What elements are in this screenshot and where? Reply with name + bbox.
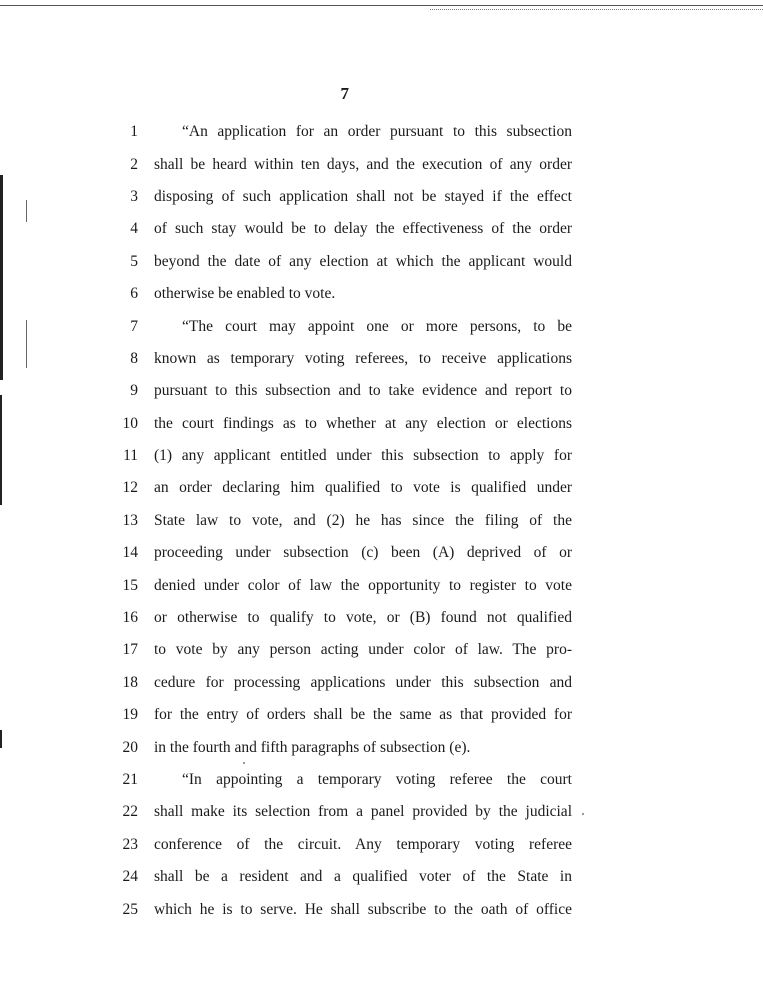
line-number: 8 (130, 349, 138, 367)
line-number: 18 (122, 673, 138, 691)
text-line (0, 213, 763, 245)
line-text: “The court may appoint one or more persons, to be (182, 317, 572, 335)
line-text: an order declaring him qualified to vote is qualified under (154, 479, 572, 497)
line-text: otherwise be enabled to vote. (154, 285, 336, 303)
text-line (0, 861, 763, 893)
line-text: shall be heard within ten days, and the execution of any order (154, 155, 572, 173)
line-number: 21 (122, 771, 138, 788)
line-number: 4 (130, 220, 138, 238)
text-line (0, 731, 763, 763)
line-number: 6 (130, 285, 138, 303)
line-number: 15 (122, 576, 138, 594)
text-line (0, 829, 763, 861)
text-line (0, 505, 763, 537)
line-number: 9 (130, 382, 138, 400)
text-line (0, 408, 763, 440)
line-text: known as temporary voting referees, to receive applications (154, 349, 572, 367)
text-line (0, 893, 763, 925)
text-line (0, 116, 763, 148)
text-line (0, 246, 763, 278)
line-text: “In appointing a temporary voting referee the court (182, 771, 572, 788)
line-text: the court findings as to whether at any election or elections (154, 414, 572, 432)
text-line (0, 764, 763, 796)
line-text: shall be a resident and a qualified voter of the State in (154, 868, 572, 886)
line-number: 5 (130, 252, 138, 270)
line-number: 14 (122, 544, 138, 562)
line-text: cedure for processing applications under this subsection and (154, 673, 572, 691)
line-number: 25 (122, 900, 138, 918)
text-line (0, 796, 763, 828)
text-line (0, 148, 763, 180)
text-line (0, 343, 763, 375)
line-number: 10 (122, 414, 138, 432)
bill-text-body (0, 116, 763, 926)
line-text: of such stay would be to delay the effectiveness of the order (154, 220, 572, 238)
line-text: denied under color of law the opportunity to register to vote (154, 576, 572, 594)
line-number: 17 (122, 641, 138, 659)
text-line (0, 440, 763, 472)
line-text: disposing of such application shall not be stayed if the effect (154, 187, 572, 205)
line-text: shall make its selection from a panel provided by the judicial (154, 803, 572, 821)
line-number: 1 (130, 123, 138, 141)
line-text: conference of the circuit. Any temporary voting referee (154, 835, 572, 853)
text-line (0, 537, 763, 569)
line-number: 16 (122, 609, 138, 627)
text-line (0, 375, 763, 407)
line-text: proceeding under subsection (c) been (A) deprived of or (154, 544, 572, 562)
text-line (0, 181, 763, 213)
line-text: for the entry of orders shall be the same as that provided for (154, 706, 572, 724)
line-text: to vote by any person acting under color of law. The pro- (154, 641, 572, 659)
top-dotted-rule (430, 9, 763, 10)
top-rule (0, 5, 763, 6)
line-number: 23 (122, 835, 138, 853)
text-line (0, 634, 763, 666)
line-text: beyond the date of any election at which the applicant would (154, 252, 572, 270)
line-text: pursuant to this subsection and to take evidence and report to (154, 382, 572, 400)
line-number: 2 (130, 155, 138, 173)
line-number: 20 (122, 738, 138, 756)
line-number: 22 (122, 803, 138, 821)
line-text: “An application for an order pursuant to this subsection (182, 123, 572, 141)
page-number: 7 (340, 84, 350, 103)
text-line (0, 310, 763, 342)
line-number: 7 (130, 317, 138, 335)
line-number: 12 (122, 479, 138, 497)
line-number: 3 (130, 187, 138, 205)
line-text: State law to vote, and (2) he has since the filing of the (154, 511, 572, 529)
text-line (0, 472, 763, 504)
text-line (0, 569, 763, 601)
line-text: which he is to serve. He shall subscribe to the oath of office (154, 900, 572, 918)
line-number: 11 (123, 447, 138, 465)
line-text: or otherwise to qualify to vote, or (B) found not qualified (154, 609, 572, 627)
text-line (0, 278, 763, 310)
line-number: 24 (122, 868, 138, 886)
line-text: in the fourth and fifth paragraphs of subsection (e). (154, 738, 471, 756)
text-line (0, 667, 763, 699)
line-text: (1) any applicant entitled under this subsection to apply for (154, 447, 572, 465)
line-number: 13 (122, 511, 138, 529)
text-line (0, 699, 763, 731)
line-number: 19 (122, 706, 138, 724)
text-line (0, 602, 763, 634)
